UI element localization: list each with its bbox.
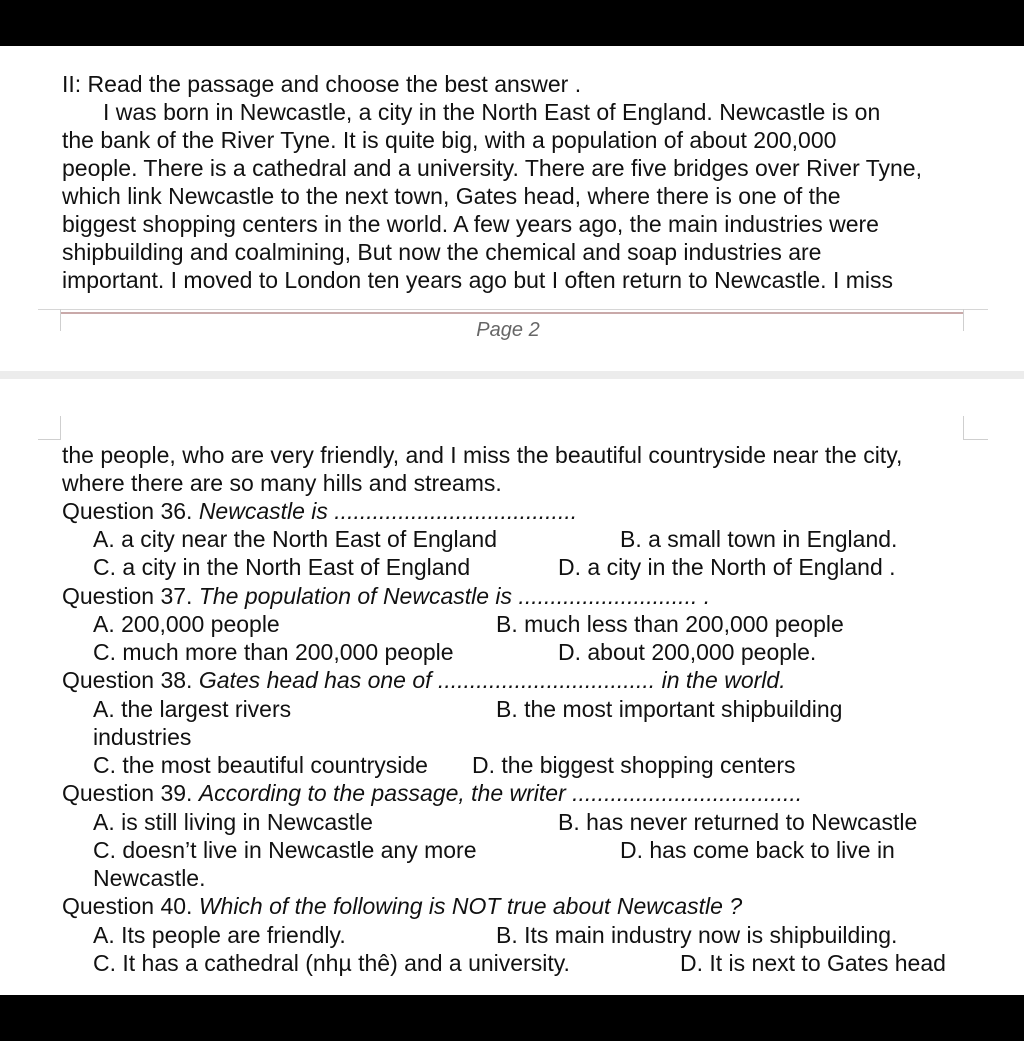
question-label: Question 38. — [62, 667, 193, 693]
option-b[interactable]: B. has never returned to Newcastle — [558, 809, 918, 835]
passage-line: people. There is a cathedral and a university. There are five bridges over River Tyne, — [62, 155, 922, 181]
question-stem: According to the passage, the writer .................................... — [198, 780, 803, 806]
page-number: Page 2 — [476, 319, 540, 341]
margin-corner-right — [963, 416, 964, 439]
option-a[interactable]: A. is still living in Newcastle — [93, 809, 373, 835]
option-a[interactable]: A. a city near the North East of England — [93, 526, 498, 552]
option-d[interactable]: D. the biggest shopping centers — [472, 752, 796, 778]
option-b[interactable]: B. Its main industry now is shipbuilding. — [496, 922, 898, 948]
passage-line: shipbuilding and coalmining, But now the chemical and soap industries are — [62, 239, 822, 265]
option-c[interactable]: C. a city in the North East of England — [93, 554, 471, 580]
footer-margin-mark-left — [60, 309, 61, 331]
margin-corner-left — [38, 439, 61, 440]
option-c[interactable]: C. much more than 200,000 people — [93, 639, 454, 665]
option-c[interactable]: C. doesn’t live in Newcastle any more — [93, 837, 477, 863]
question-38 — [62, 666, 786, 694]
question-stem: The population of Newcastle is ............................ . — [198, 583, 711, 609]
option-d[interactable]: D. has come back to live in — [620, 837, 895, 863]
question-label: Question 36. — [62, 498, 193, 524]
question-label: Question 39. — [62, 780, 193, 806]
option-d[interactable]: D. about 200,000 people. — [558, 639, 817, 665]
question-40 — [62, 892, 742, 920]
margin-corner-left — [60, 416, 61, 439]
footer-margin-mark-right — [963, 309, 964, 331]
bottom-black-bar — [0, 995, 1024, 1041]
top-black-bar — [0, 0, 1024, 46]
question-36 — [62, 497, 577, 525]
passage-line: where there are so many hills and streams. — [62, 470, 502, 496]
page-separator — [0, 371, 1024, 379]
footer-rule — [60, 312, 964, 314]
question-stem: Which of the following is NOT true about Newcastle ? — [198, 893, 743, 919]
question-39 — [62, 779, 802, 807]
passage-line: important. I moved to London ten years ago but I often return to Newcastle. I miss — [62, 267, 893, 293]
option-a[interactable]: A. Its people are friendly. — [93, 922, 346, 948]
footer-divider — [38, 309, 988, 310]
passage-line: the people, who are very friendly, and I miss the beautiful countryside near the city, — [62, 442, 903, 468]
question-stem: Newcastle is ...................................... — [198, 498, 578, 524]
option-b[interactable]: B. much less than 200,000 people — [496, 611, 844, 637]
passage-line: the bank of the River Tyne. It is quite big, with a population of about 200,000 — [62, 127, 837, 153]
passage-line: which link Newcastle to the next town, Gates head, where there is one of the — [62, 183, 841, 209]
section-title: II: Read the passage and choose the best answer . — [62, 71, 582, 97]
option-d-continued: Newcastle. — [93, 865, 206, 891]
option-c[interactable]: C. the most beautiful countryside — [93, 752, 428, 778]
option-b-continued: industries — [93, 724, 192, 750]
option-c[interactable]: C. It has a cathedral (nhµ thê) and a university. — [93, 950, 570, 976]
option-b[interactable]: B. a small town in England. — [620, 526, 898, 552]
passage-line: biggest shopping centers in the world. A few years ago, the main industries were — [62, 211, 879, 237]
question-label: Question 40. — [62, 893, 193, 919]
option-b[interactable]: B. the most important shipbuilding — [496, 696, 843, 722]
question-stem: Gates head has one of .................................. in the world. — [198, 667, 786, 693]
question-label: Question 37. — [62, 583, 193, 609]
option-d[interactable]: D. It is next to Gates head — [680, 950, 946, 976]
option-d[interactable]: D. a city in the North of England . — [558, 554, 896, 580]
option-a[interactable]: A. 200,000 people — [93, 611, 280, 637]
option-a[interactable]: A. the largest rivers — [93, 696, 292, 722]
margin-corner-right — [963, 439, 988, 440]
question-37 — [62, 582, 710, 610]
passage-line: I was born in Newcastle, a city in the North East of England. Newcastle is on — [103, 99, 881, 125]
